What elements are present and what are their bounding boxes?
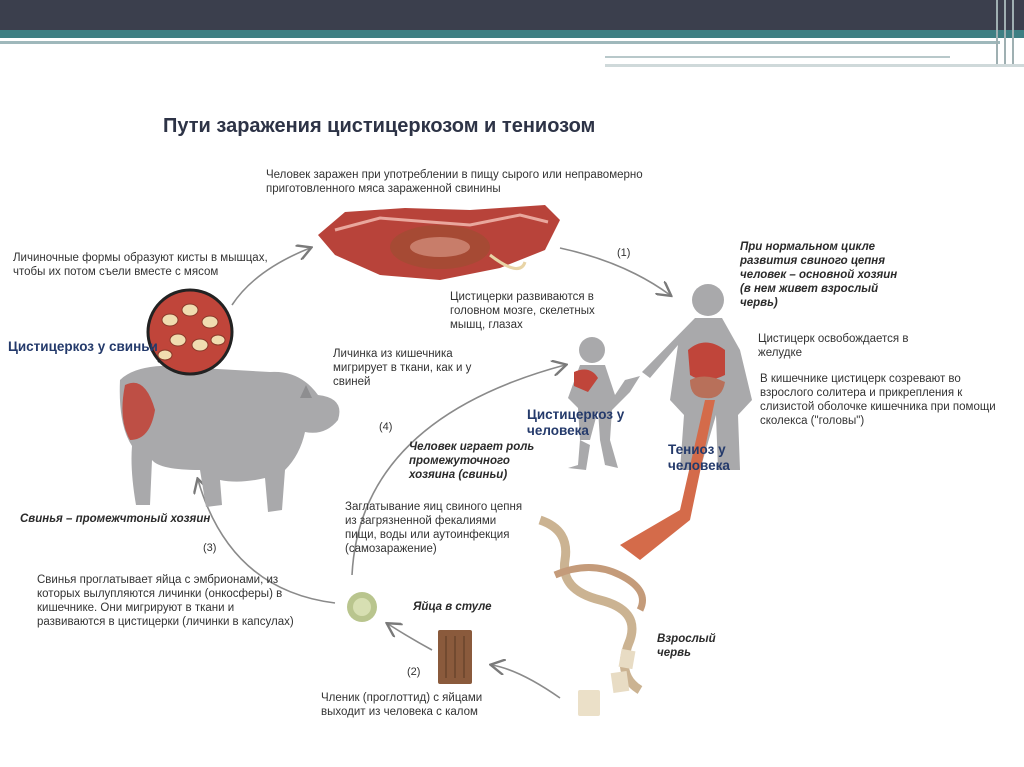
annotation-intestine: В кишечнике цистицерк созревают во взрослого солитера и прикрепления к слизистой оболочке кишечника при помощи сколекса ("головы") (760, 373, 996, 427)
step-number: (3) (203, 542, 217, 554)
diagram-title: Пути заражения цистицеркозом и тениозом (163, 115, 596, 137)
annotation-meat: Человек заражен при употреблении в пищу сырого или неправомерно приготовленного мяса зараженной свинины (266, 169, 643, 195)
label-pig-cysticercosis: Цистицеркоз у свиньи (8, 339, 158, 354)
stool-segment-illustration (438, 630, 472, 684)
child-silhouette (568, 337, 640, 470)
annotation-stomach: Цистицерк освобождается в желудке (758, 333, 909, 359)
egg-illustration (347, 592, 377, 622)
label-eggs-in-stool: Яйца в стуле (413, 601, 492, 613)
label-human-teniosis: Тениоз у человека (668, 442, 730, 473)
annotation-larva-migrates: Личинка из кишечника мигрирует в ткани, как и у свиней (333, 348, 472, 388)
annotation-intermediate-human: Человек играет роль промежуточного хозяина (свиньи) (409, 441, 535, 481)
step-number: (4) (379, 421, 393, 433)
annotation-proglottid: Членик (проглоттид) с яйцами выходит из человека с калом (321, 692, 483, 718)
label-human-cysticercosis: Цистицеркоз у человека (527, 407, 625, 438)
annotation-cysts: Личиночные формы образуют кисты в мышцах, чтобы их потом съели вместе с мясом (13, 252, 268, 278)
label-adult-worm: Взрослый червь (657, 633, 716, 659)
pork-meat-illustration (318, 205, 560, 280)
annotation-pig-host: Свинья – промежчтоный хозяин (20, 513, 211, 525)
arrow-stool-to-egg (388, 624, 432, 650)
annotation-cysticerci-brain: Цистицерки развиваются в головном мозге, скелетных мышц, глазах (450, 291, 595, 331)
annotation-swallow-eggs: Заглатывание яиц свиного цепня из загрязненной фекалиями пищи, воды или аутоинфекция (самозаражение) (345, 501, 523, 555)
step-number: (2) (407, 666, 421, 678)
pig-illustration (120, 290, 340, 512)
annotation-normal-cycle: При нормальном цикле развития свиного цепня человек – основной хозяин (в нем живет взрослый червь) (740, 241, 898, 309)
arrow-meat-to-human (560, 248, 670, 295)
step-number: (1) (617, 247, 631, 259)
annotation-pig-swallows: Свинья проглатывает яйца с эмбрионами, из которых вылупляются личинки (онкосферы) в кишечнике. Они мигрируют в ткани и развиваются в цистицерки (личинки в капсулах) (37, 574, 294, 628)
